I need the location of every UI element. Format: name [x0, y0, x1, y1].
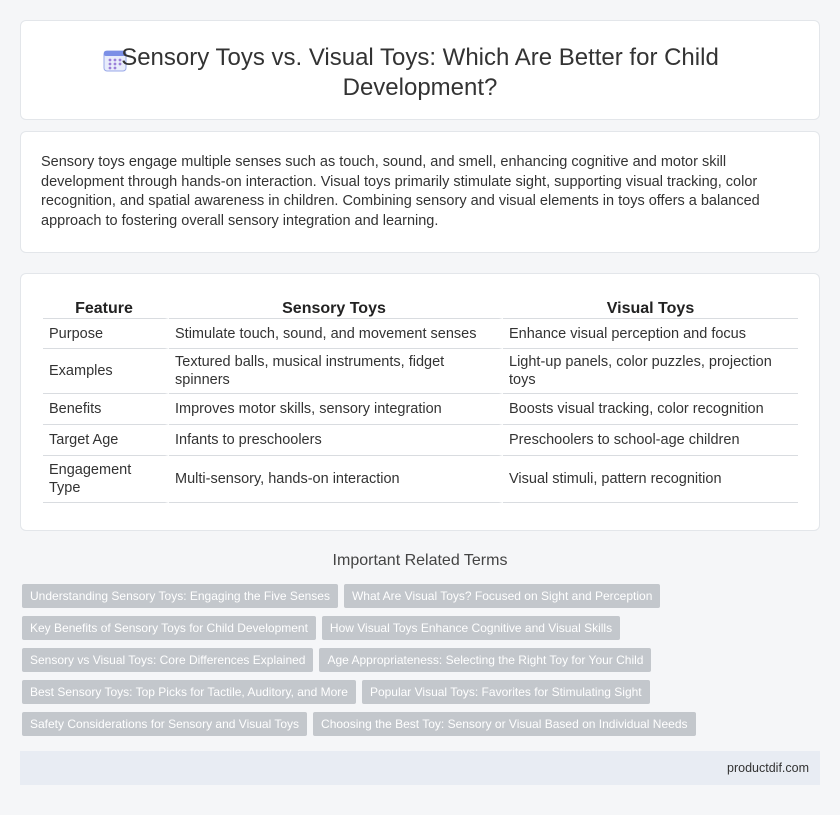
intro-card [20, 131, 820, 253]
cell-visual: Enhance visual perception and focus [503, 319, 798, 349]
table-row [43, 319, 798, 349]
related-terms-list [22, 584, 822, 744]
term-tag[interactable]: Safety Considerations for Sensory and Visual Toys [22, 712, 307, 736]
comparison-table [43, 296, 798, 503]
term-tag[interactable]: Understanding Sensory Toys: Engaging the Five Senses [22, 584, 338, 608]
term-tag[interactable]: Popular Visual Toys: Favorites for Stimulating Sight [362, 680, 650, 704]
cell-visual: Boosts visual tracking, color recognition [503, 394, 798, 425]
cell-visual: Visual stimuli, pattern recognition [503, 456, 798, 503]
term-tag[interactable]: Best Sensory Toys: Top Picks for Tactile, Auditory, and More [22, 680, 356, 704]
cell-feature: Target Age [43, 425, 169, 456]
term-tag[interactable]: Sensory vs Visual Toys: Core Differences Explained [22, 648, 313, 672]
term-tag[interactable]: How Visual Toys Enhance Cognitive and Visual Skills [322, 616, 620, 640]
cell-visual: Light-up panels, color puzzles, projection toys [503, 349, 798, 394]
term-row [22, 680, 822, 712]
table-row [43, 456, 798, 503]
cell-feature: Engagement Type [43, 456, 169, 503]
cell-sensory: Stimulate touch, sound, and movement senses [169, 319, 503, 349]
header-sensory-toys: Sensory Toys [169, 296, 503, 319]
cell-feature: Benefits [43, 394, 169, 425]
header-feature: Feature [43, 296, 169, 319]
table-row [43, 349, 798, 394]
cell-sensory: Multi-sensory, hands-on interaction [169, 456, 503, 503]
term-tag[interactable]: Key Benefits of Sensory Toys for Child Development [22, 616, 316, 640]
title-card [20, 20, 820, 120]
term-row [22, 616, 822, 648]
cell-visual: Preschoolers to school-age children [503, 425, 798, 456]
cell-sensory: Infants to preschoolers [169, 425, 503, 456]
cell-sensory: Textured balls, musical instruments, fidget spinners [169, 349, 503, 394]
cell-feature: Purpose [43, 319, 169, 349]
footer [20, 751, 820, 785]
footer-site-link[interactable]: productdif.com [727, 761, 809, 775]
term-row [22, 584, 822, 616]
table-header-row [43, 296, 798, 319]
term-row [22, 712, 822, 744]
table-row [43, 425, 798, 456]
related-terms-heading: Important Related Terms [332, 552, 508, 569]
term-row [22, 648, 822, 680]
comparison-card [20, 273, 820, 531]
table-row [43, 394, 798, 425]
intro-paragraph: Sensory toys engage multiple senses such as touch, sound, and smell, enhancing cognitive and motor skill development through hands-on interaction. Visual toys primarily stimulate sight, supporting visual tracking, color recognition, and spatial awareness in children. Combining sensory and visual elements in toys offers a balanced approach to fostering overall sensory integration and learning. [41, 154, 760, 229]
term-tag[interactable]: Choosing the Best Toy: Sensory or Visual Based on Individual Needs [313, 712, 695, 736]
cell-sensory: Improves motor skills, sensory integration [169, 394, 503, 425]
term-tag[interactable]: Age Appropriateness: Selecting the Right Toy for Your Child [319, 648, 651, 672]
page-title: Sensory Toys vs. Visual Toys: Which Are Better for Child Development? [121, 44, 719, 101]
cell-feature: Examples [43, 349, 169, 394]
header-visual-toys: Visual Toys [503, 296, 798, 319]
term-tag[interactable]: What Are Visual Toys? Focused on Sight and Perception [344, 584, 660, 608]
